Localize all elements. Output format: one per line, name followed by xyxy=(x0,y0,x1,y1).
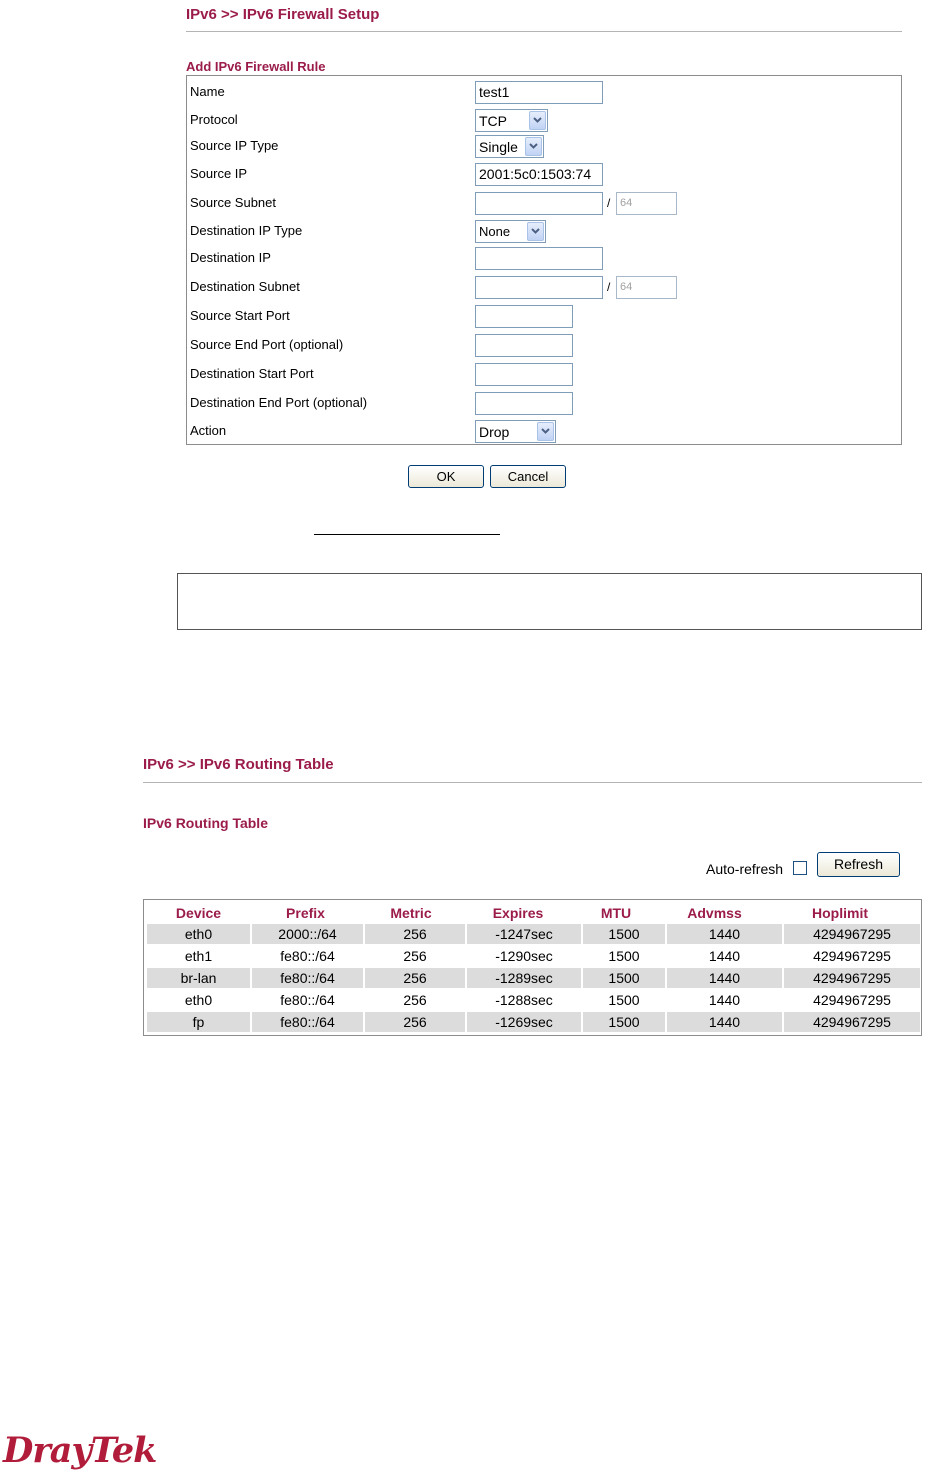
row-source-end-port xyxy=(187,331,901,359)
chevron-down-icon[interactable] xyxy=(525,137,542,156)
table-cell: 1440 xyxy=(667,1012,782,1032)
title-divider xyxy=(143,782,922,783)
table-header xyxy=(147,903,920,923)
row-action xyxy=(187,417,901,445)
destination-ip-input[interactable] xyxy=(475,247,603,270)
table-cell: fe80::/64 xyxy=(252,1012,363,1032)
source-ip-type-select[interactable] xyxy=(475,135,544,158)
source-ip-type-value: Single xyxy=(479,139,518,155)
destination-ip-type-value: None xyxy=(479,224,511,239)
source-start-port-input[interactable] xyxy=(475,305,573,328)
table-cell: 1440 xyxy=(667,924,782,944)
destination-subnet-label: Destination Subnet xyxy=(190,279,300,294)
protocol-select[interactable] xyxy=(475,109,548,132)
row-destination-ip xyxy=(187,244,901,272)
table-cell: eth0 xyxy=(184,992,213,1008)
row-source-ip-type xyxy=(187,132,901,160)
table-cell: -1289sec xyxy=(467,968,581,988)
column-header: Prefix xyxy=(286,905,325,921)
routing-table xyxy=(143,899,922,1036)
prefix-separator: / xyxy=(607,280,611,294)
row-destination-end-port xyxy=(187,389,901,417)
table-cell: 1500 xyxy=(583,924,665,944)
column-header: Expires xyxy=(492,905,544,921)
action-value: Drop xyxy=(479,424,510,440)
table-cell: 4294967295 xyxy=(784,1012,920,1032)
destination-ip-type-label: Destination IP Type xyxy=(190,223,303,238)
table-row xyxy=(147,968,920,988)
table-cell: fe80::/64 xyxy=(280,992,335,1008)
name-input[interactable]: test1 xyxy=(475,81,603,104)
table-cell: 4294967295 xyxy=(784,924,920,944)
table-cell: 256 xyxy=(365,968,465,988)
table-cell: eth1 xyxy=(184,948,213,964)
destination-ip-label: Destination IP xyxy=(190,250,271,265)
column-header: Advmss xyxy=(687,905,742,921)
table-cell: 1440 xyxy=(708,992,741,1008)
routing-section-title: IPv6 Routing Table xyxy=(143,815,268,831)
table-cell: 1500 xyxy=(608,948,640,964)
table-row xyxy=(147,1012,920,1032)
table-cell: 4294967295 xyxy=(813,948,891,964)
source-ip-input[interactable]: 2001:5c0:1503:74 xyxy=(475,163,603,186)
table-cell: 1500 xyxy=(583,1012,665,1032)
destination-start-port-label: Destination Start Port xyxy=(190,366,314,381)
draytek-logo: DrayTek xyxy=(3,1430,157,1471)
table-row xyxy=(147,924,920,944)
cancel-button[interactable]: Cancel xyxy=(490,465,566,488)
firewall-page-title: IPv6 >> IPv6 Firewall Setup xyxy=(186,6,380,23)
source-ip-type-label: Source IP Type xyxy=(190,138,279,153)
source-subnet-input[interactable] xyxy=(475,192,603,215)
chevron-down-icon[interactable] xyxy=(527,222,544,241)
source-prefix-input: 64 xyxy=(616,192,677,215)
auto-refresh-label: Auto-refresh xyxy=(706,861,784,877)
table-cell: 256 xyxy=(403,948,427,964)
table-cell: 1440 xyxy=(667,968,782,988)
name-label: Name xyxy=(190,84,225,99)
column-header: Metric xyxy=(390,905,432,921)
column-header: MTU xyxy=(600,905,632,921)
table-row xyxy=(147,946,920,966)
destination-ip-type-select[interactable] xyxy=(475,220,546,243)
table-cell: 256 xyxy=(365,924,465,944)
table-cell: 4294967295 xyxy=(784,968,920,988)
empty-note-box xyxy=(177,573,922,630)
row-source-subnet xyxy=(187,189,901,217)
ok-button[interactable]: OK xyxy=(408,465,484,488)
protocol-label: Protocol xyxy=(190,112,238,127)
protocol-value: TCP xyxy=(479,113,507,129)
destination-prefix-input: 64 xyxy=(616,276,677,299)
table-cell: fe80::/64 xyxy=(252,968,363,988)
table-cell: -1269sec xyxy=(467,1012,581,1032)
column-header: Hoplimit xyxy=(812,905,868,921)
action-label: Action xyxy=(190,423,227,438)
destination-end-port-label: Destination End Port (optional) xyxy=(190,395,368,410)
source-ip-label: Source IP xyxy=(190,166,248,181)
table-cell: -1288sec xyxy=(495,992,553,1008)
chevron-down-icon[interactable] xyxy=(537,422,554,441)
table-cell: 1500 xyxy=(583,968,665,988)
row-source-start-port xyxy=(187,302,901,330)
source-subnet-label: Source Subnet xyxy=(190,195,277,210)
source-start-port-label: Source Start Port xyxy=(190,308,290,323)
table-cell: 256 xyxy=(403,992,427,1008)
chevron-down-icon[interactable] xyxy=(529,111,546,130)
table-cell: 256 xyxy=(365,1012,465,1032)
table-cell: -1247sec xyxy=(467,924,581,944)
column-header: Device xyxy=(175,905,222,921)
destination-end-port-input[interactable] xyxy=(475,392,573,415)
source-end-port-input[interactable] xyxy=(475,334,573,357)
table-cell: eth0 xyxy=(147,924,250,944)
row-destination-start-port xyxy=(187,360,901,388)
destination-start-port-input[interactable] xyxy=(475,363,573,386)
blank-underline xyxy=(314,534,500,535)
routing-page-title: IPv6 >> IPv6 Routing Table xyxy=(143,756,334,773)
table-cell: 1440 xyxy=(708,948,741,964)
firewall-rule-form xyxy=(186,75,902,445)
action-select[interactable] xyxy=(475,420,556,443)
table-cell: fe80::/64 xyxy=(280,948,335,964)
row-name xyxy=(187,78,901,106)
prefix-separator: / xyxy=(607,196,611,210)
row-source-ip xyxy=(187,160,901,188)
table-row xyxy=(147,990,920,1010)
source-end-port-label: Source End Port (optional) xyxy=(190,337,344,352)
auto-refresh-checkbox[interactable] xyxy=(793,861,807,875)
table-cell: fp xyxy=(147,1012,250,1032)
row-protocol xyxy=(187,106,901,134)
table-cell: -1290sec xyxy=(495,948,553,964)
firewall-section-title: Add IPv6 Firewall Rule xyxy=(186,59,326,74)
title-divider xyxy=(186,31,902,32)
table-cell: br-lan xyxy=(147,968,250,988)
row-destination-subnet xyxy=(187,273,901,301)
table-cell: 2000::/64 xyxy=(252,924,363,944)
destination-subnet-input[interactable] xyxy=(475,276,603,299)
refresh-button[interactable]: Refresh xyxy=(817,852,900,877)
table-cell: 1500 xyxy=(608,992,640,1008)
table-cell: 4294967295 xyxy=(813,992,891,1008)
row-destination-ip-type xyxy=(187,217,901,245)
